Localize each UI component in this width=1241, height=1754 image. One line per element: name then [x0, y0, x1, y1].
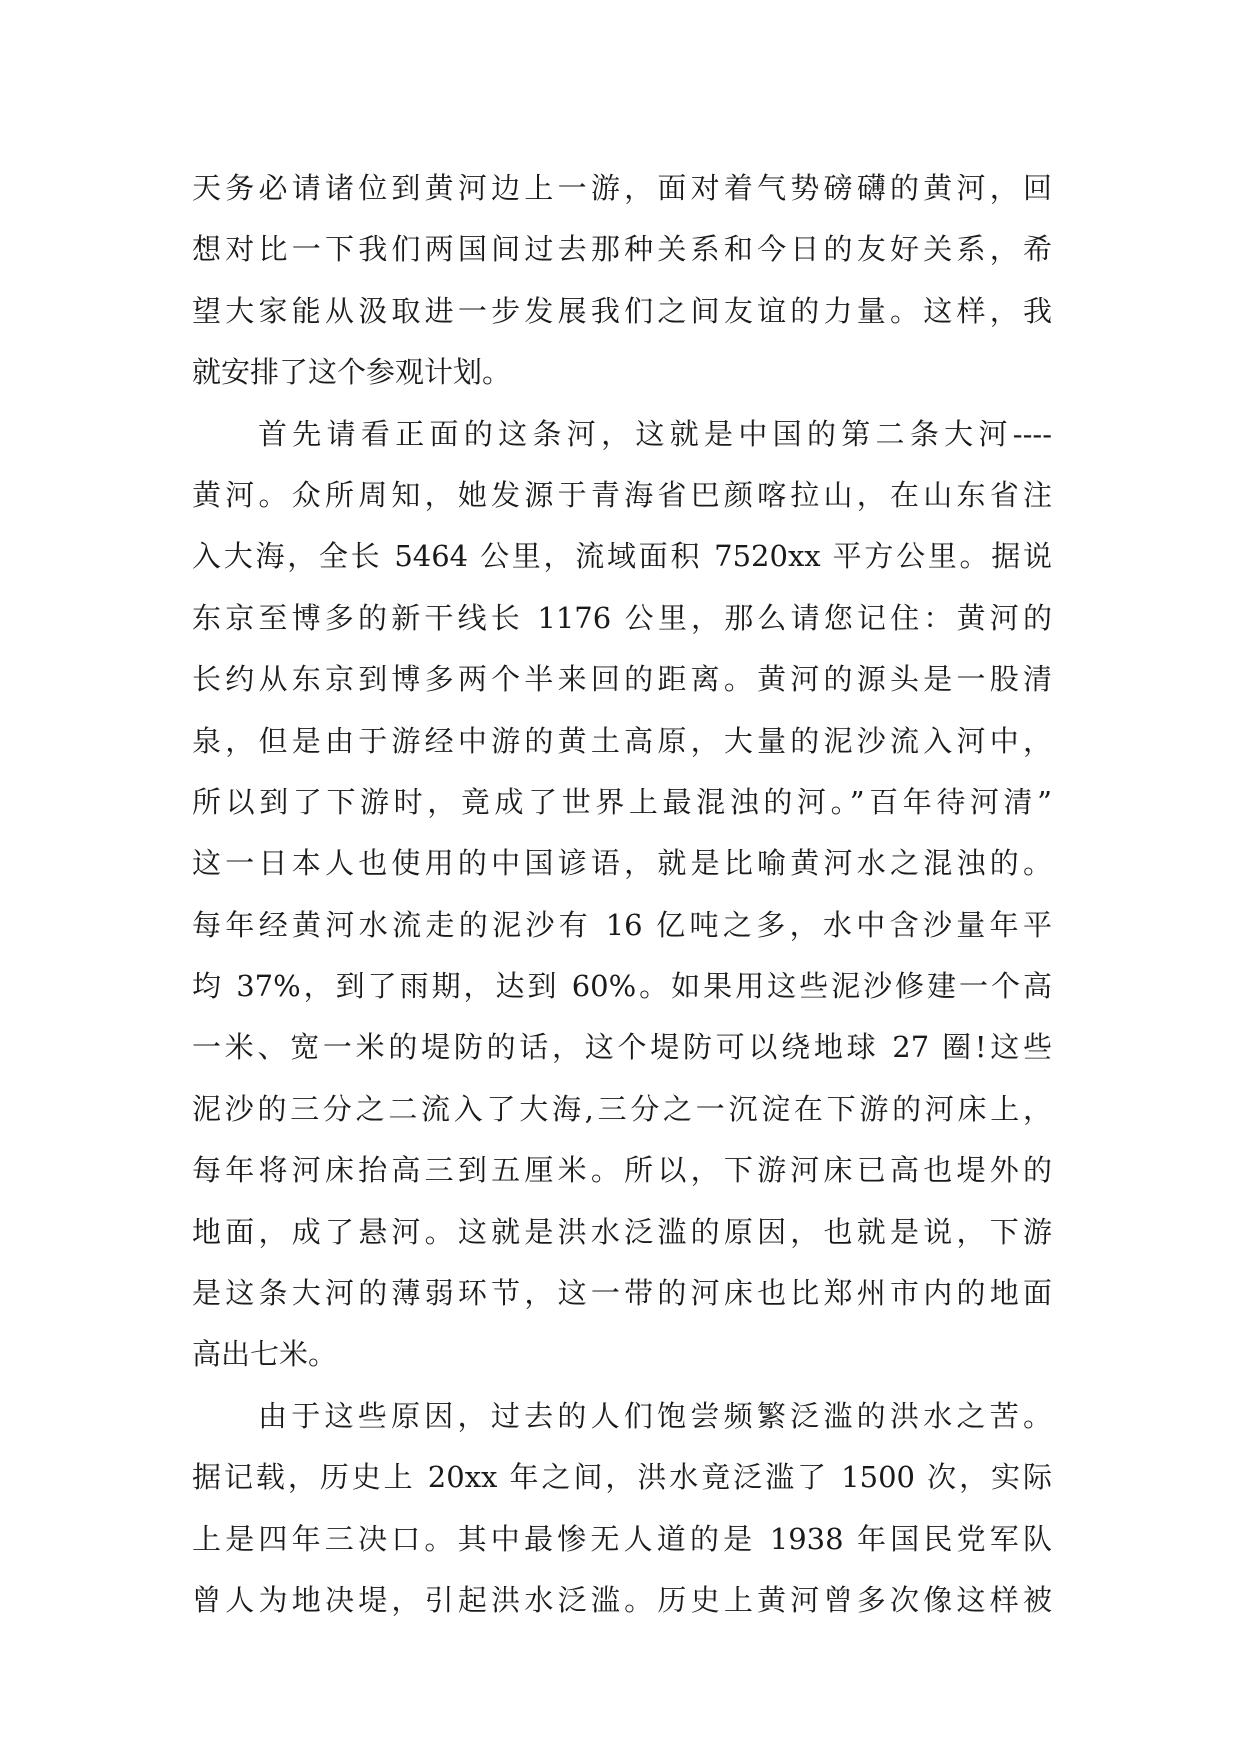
text-line: 泉，但是由于游经中游的黄土高原，大量的泥沙流入河中， [192, 723, 1052, 758]
body-text [192, 158, 1052, 1631]
text-line: 天务必请诸位到黄河边上一游，面对着气势磅礴的黄河，回 [192, 171, 1052, 205]
text-line: 一米、宽一米的堤防的话，这个堤防可以绕地球 27 圈!这些 [192, 1030, 1052, 1065]
text-line: 长约从东京到博多两个半来回的距离。黄河的源头是一股清 [192, 662, 1052, 697]
text-line: 每年将河床抬高三到五厘米。所以，下游河床已高也堤外的 [192, 1153, 1052, 1188]
text-line: 是这条大河的薄弱环节，这一带的河床也比郑州市内的地面 [192, 1276, 1052, 1311]
text-line: 上是四年三决口。其中最惨无人道的是 1938 年国民党军队 [192, 1521, 1052, 1556]
text-line: 高出七米。 [192, 1337, 338, 1372]
text-line: 每年经黄河水流走的泥沙有 16 亿吨之多，水中含沙量年平 [192, 907, 1052, 942]
paragraph-first-line: 首先请看正面的这条河，这就是中国的第二条大河---- [258, 416, 1052, 451]
text-line: 曾人为地决堤，引起洪水泛滥。历史上黄河曾多次像这样被 [192, 1582, 1052, 1617]
text-line: 黄河。众所周知，她发源于青海省巴颜喀拉山，在山东省注 [192, 477, 1052, 512]
text-line: 泥沙的三分之二流入了大海,三分之一沉淀在下游的河床上， [192, 1091, 1052, 1126]
text-line: 入大海，全长 5464 公里，流域面积 7520xx 平方公里。据说 [192, 539, 1052, 574]
paragraph-first-line: 由于这些原因，过去的人们饱尝频繁泛滥的洪水之苦。 [258, 1398, 1052, 1433]
text-line: 就安排了这个参观计划。 [192, 355, 512, 390]
text-line: 所以到了下游时，竟成了世界上最混浊的河。”百年待河清” [192, 784, 1052, 819]
text-line: 想对比一下我们两国间过去那种关系和今日的友好关系，希 [192, 232, 1052, 267]
text-line: 望大家能从汲取进一步发展我们之间友谊的力量。这样，我 [192, 293, 1052, 328]
text-line: 东京至博多的新干线长 1176 公里，那么请您记住：黄河的 [192, 600, 1052, 635]
text-line: 这一日本人也使用的中国谚语，就是比喻黄河水之混浊的。 [192, 846, 1052, 881]
text-line: 据记载，历史上 20xx 年之间，洪水竟泛滥了 1500 次，实际 [192, 1460, 1052, 1495]
text-line: 均 37%，到了雨期，达到 60%。如果用这些泥沙修建一个高 [192, 969, 1052, 1004]
text-line: 地面，成了悬河。这就是洪水泛滥的原因，也就是说，下游 [192, 1214, 1052, 1249]
